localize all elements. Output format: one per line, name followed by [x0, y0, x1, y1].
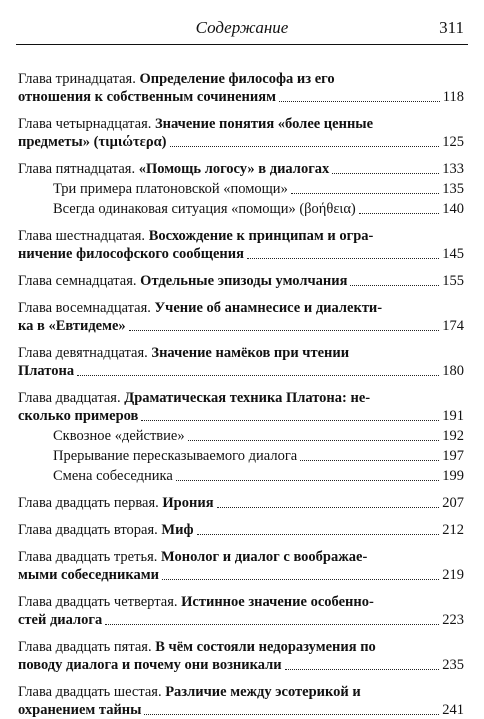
chapter-title: Различие между эсотерикой и [165, 684, 361, 700]
page-ref: 145 [442, 246, 464, 262]
toc-line [18, 344, 464, 362]
toc-subentry [18, 180, 464, 198]
toc-line [18, 299, 464, 317]
toc-entry [18, 272, 464, 290]
toc-line [18, 272, 464, 290]
toc-line [53, 200, 464, 218]
chapter-label: Глава двадцатая. [18, 390, 121, 406]
toc-line [18, 521, 464, 539]
chapter-label: Глава двадцать первая. [18, 495, 159, 511]
dot-leader [170, 146, 440, 147]
dot-leader [105, 624, 439, 625]
subentry-title: Сквозное «действие» [53, 428, 185, 444]
table-of-contents [18, 70, 464, 719]
dot-leader [77, 375, 439, 376]
toc-entry [18, 548, 464, 584]
page-ref: 199 [442, 468, 464, 484]
chapter-title-continued: поводу диалога и почему они возникали [18, 657, 282, 673]
header-rule [16, 44, 468, 45]
chapter-title: Отдельные эпизоды умолчания [140, 273, 348, 289]
subentry-title: Прерывание пересказываемого диалога [53, 448, 298, 464]
chapter-label: Глава восемнадцатая. [18, 300, 151, 316]
chapter-label: Глава девятнадцатая. [18, 345, 148, 361]
page-ref: 118 [442, 89, 464, 105]
toc-line [18, 317, 464, 335]
dot-leader [300, 460, 439, 461]
toc-entry [18, 160, 464, 178]
toc-entry [18, 521, 464, 539]
toc-line [18, 389, 464, 407]
dot-leader [332, 173, 439, 174]
toc-entry [18, 299, 464, 335]
toc-entry [18, 638, 464, 674]
dot-leader [144, 714, 439, 715]
toc-line [18, 638, 464, 656]
toc-line [18, 494, 464, 512]
toc-line [53, 447, 464, 465]
page-ref: 207 [442, 495, 464, 511]
page-ref: 180 [442, 363, 464, 379]
toc-line-text [18, 521, 194, 539]
toc-line [18, 245, 464, 263]
toc-line [18, 227, 464, 245]
page-ref: 125 [442, 134, 464, 150]
toc-subentry [18, 427, 464, 445]
chapter-label: Глава двадцать шестая. [18, 684, 162, 700]
chapter-title: Значение намёков при чтении [151, 345, 350, 361]
chapter-title: Ирония [162, 495, 214, 511]
chapter-label: Глава шестнадцатая. [18, 228, 146, 244]
dot-leader [141, 420, 439, 421]
toc-entry [18, 683, 464, 719]
toc-entry [18, 227, 464, 263]
toc-line-text [18, 272, 347, 290]
page-ref: 212 [442, 522, 464, 538]
toc-line [18, 566, 464, 584]
toc-line [18, 115, 464, 133]
chapter-title: Значение понятия «более ценные [155, 116, 374, 132]
page-ref: 192 [442, 428, 464, 444]
toc-line [53, 180, 464, 198]
toc-subentry [18, 467, 464, 485]
chapter-title: Монолог и диалог с воображае- [161, 549, 368, 565]
toc-line [18, 701, 464, 719]
page-ref: 191 [442, 408, 464, 424]
toc-entry [18, 389, 464, 425]
chapter-title-continued: ничение философского сообщения [18, 246, 244, 262]
chapter-title-continued: охранением тайны [18, 702, 142, 718]
chapter-label: Глава двадцать четвертая. [18, 594, 178, 610]
chapter-title-continued: отношения к собственным сочинениям [18, 89, 276, 105]
dot-leader [162, 579, 439, 580]
toc-line [53, 467, 464, 485]
dot-leader [217, 507, 440, 508]
chapter-title: Драматическая техника Платона: не- [124, 390, 371, 406]
subentry-title: Три примера платоновской «помощи» [53, 181, 288, 197]
dot-leader [291, 193, 439, 194]
chapter-title: Учение об анамнесисе и диалекти- [154, 300, 383, 316]
chapter-title-continued: Платона [18, 363, 75, 379]
chapter-title-continued: стей диалога [18, 612, 103, 628]
chapter-label: Глава двадцать третья. [18, 549, 158, 565]
chapter-title-continued: сколько примеров [18, 408, 139, 424]
dot-leader [129, 330, 440, 331]
page-ref: 135 [442, 181, 464, 197]
toc-line [18, 611, 464, 629]
toc-subentry [18, 447, 464, 465]
chapter-title-continued: предметы» (τιμιώτερα) [18, 134, 167, 150]
page-ref: 219 [442, 567, 464, 583]
chapter-label: Глава тринадцатая. [18, 71, 136, 87]
page-number: 311 [439, 18, 464, 37]
toc-line [18, 593, 464, 611]
toc-entry [18, 70, 464, 106]
dot-leader [188, 440, 440, 441]
toc-line [18, 70, 464, 88]
chapter-title: Восхождение к принципам и огра- [148, 228, 374, 244]
toc-line [18, 160, 464, 178]
chapter-title-continued: ка в «Евтидеме» [18, 318, 126, 334]
chapter-title: Миф [161, 522, 194, 538]
chapter-title: Определение философа из его [139, 71, 335, 87]
dot-leader [197, 534, 440, 535]
toc-line-text [18, 494, 214, 512]
page-ref: 223 [442, 612, 464, 628]
chapter-title: В чём состояли недоразумения по [155, 639, 376, 655]
subentry-title: Смена собеседника [53, 468, 173, 484]
toc-entry [18, 344, 464, 380]
dot-leader [279, 101, 440, 102]
chapter-title-continued: мыми собеседниками [18, 567, 159, 583]
section-title: Содержание [195, 18, 289, 37]
chapter-title: «Помощь логосу» в диалогах [138, 161, 330, 177]
chapter-label: Глава четырнадцатая. [18, 116, 152, 132]
page-ref: 241 [442, 702, 464, 718]
page-ref: 197 [442, 448, 464, 464]
dot-leader [359, 213, 439, 214]
toc-line [18, 133, 464, 151]
toc-line [18, 407, 464, 425]
toc-line [53, 427, 464, 445]
chapter-label: Глава двадцать пятая. [18, 639, 152, 655]
toc-line [18, 656, 464, 674]
chapter-title: Истинное значение особенно- [181, 594, 374, 610]
page-ref: 235 [442, 657, 464, 673]
toc-subentry [18, 200, 464, 218]
chapter-label: Глава пятнадцатая. [18, 161, 136, 177]
chapter-label: Глава двадцать вторая. [18, 522, 158, 538]
page-ref: 155 [442, 273, 464, 289]
chapter-label: Глава семнадцатая. [18, 273, 137, 289]
toc-line [18, 548, 464, 566]
toc-line-text [18, 160, 329, 178]
page-ref: 140 [442, 201, 464, 217]
toc-entry [18, 115, 464, 151]
dot-leader [350, 285, 439, 286]
page-ref: 133 [442, 161, 464, 177]
dot-leader [285, 669, 440, 670]
page-ref: 174 [442, 318, 464, 334]
dot-leader [176, 480, 439, 481]
toc-entry [18, 593, 464, 629]
running-header [16, 18, 468, 48]
dot-leader [247, 258, 439, 259]
toc-line [18, 362, 464, 380]
toc-line [18, 683, 464, 701]
subentry-title: Всегда одинаковая ситуация «помощи» (βοήθεια) [53, 201, 356, 217]
toc-entry [18, 494, 464, 512]
toc-line [18, 88, 464, 106]
